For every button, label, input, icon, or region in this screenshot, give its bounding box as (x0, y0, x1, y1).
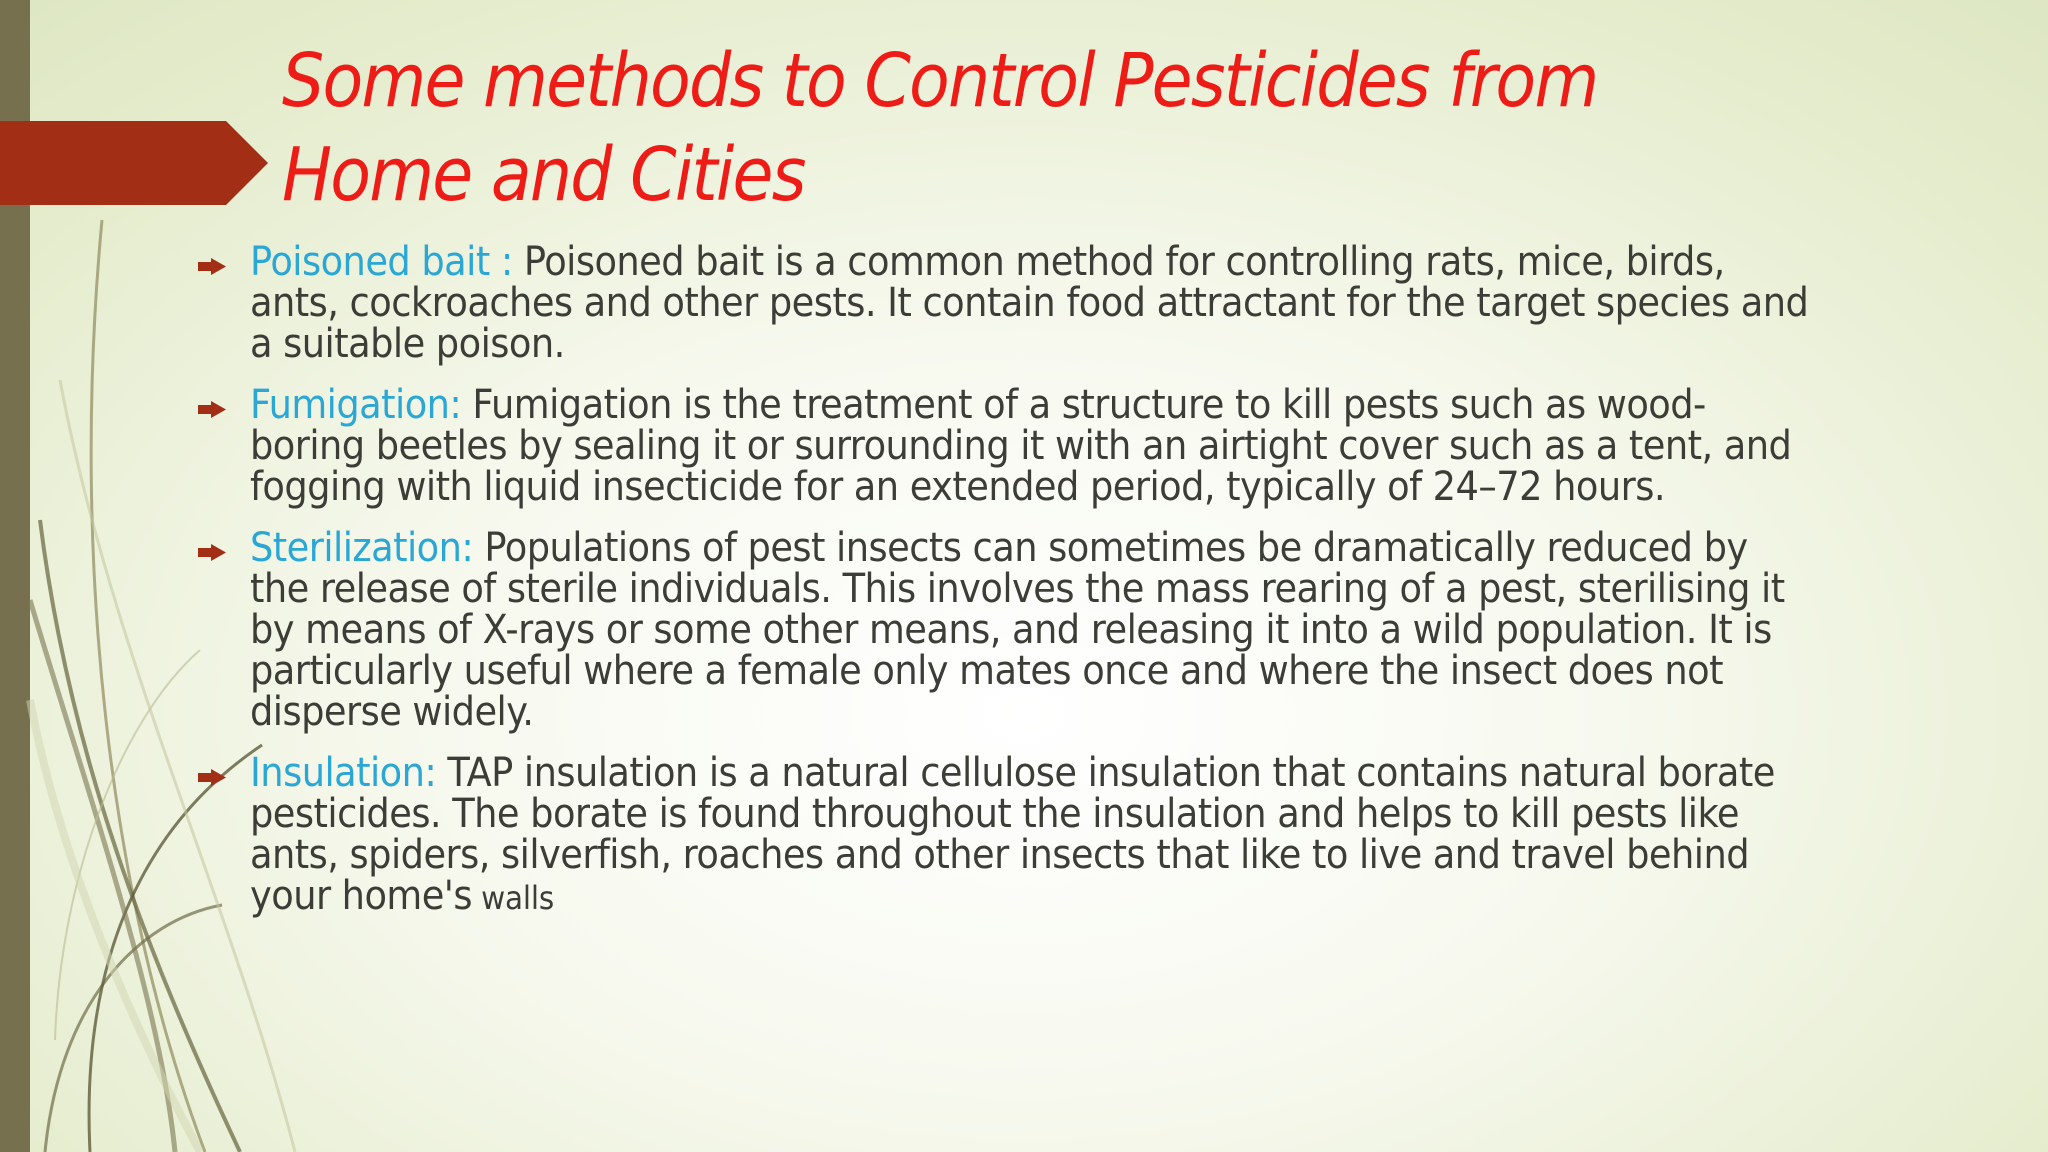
list-item-poisoned-bait (190, 239, 1950, 367)
list-item-text (250, 750, 1814, 919)
slide-title: Some methods to Control Pesticides from Home and Cities (282, 38, 1598, 218)
list-item-text (250, 525, 1814, 735)
description-tail: walls (471, 879, 555, 917)
term-label: Insulation: (250, 750, 437, 796)
list-item-text (250, 382, 1814, 510)
list-item-sterilization (190, 525, 1950, 735)
term-label: Fumigation: (250, 382, 462, 428)
list-item-text (250, 239, 1814, 367)
description: Poisoned bait is a common method for controlling rats, mice, birds, ants, cockroaches and other pests. It contain food attractant for the target species and a suitable poison. (250, 239, 1809, 367)
term-label: Poisoned bait : (250, 239, 513, 285)
bullet-list (190, 239, 1950, 939)
description: TAP insulation is a natural cellulose insulation that contains natural borate pesticides. The borate is found throughout the insulation and helps to kill pests like ants, spiders, silverfish, roaches and other insects that like to live and travel behind your home's (250, 750, 1775, 919)
arrow-bullet-icon (198, 544, 226, 561)
description: Fumigation is the treatment of a structure to kill pests such as wood-boring beetles by sealing it or surrounding it with an airtight cover such as a tent, and fogging with liquid insecticide for an extended period, typically of 24–72 hours. (250, 382, 1792, 510)
term-label: Sterilization: (250, 525, 474, 571)
arrow-bullet-icon (198, 401, 226, 418)
arrow-bullet-icon (198, 258, 226, 275)
description: Populations of pest insects can sometimes be dramatically reduced by the release of sterile individuals. This involves the mass rearing of a pest, sterilising it by means of X-rays or some other means, and releasing it into a wild population. It is particularly useful where a female only mates once and where the insect does not disperse widely. (250, 525, 1785, 735)
list-item-insulation (190, 750, 1950, 919)
arrow-bullet-icon (198, 769, 226, 786)
title-arrow-banner (0, 121, 268, 205)
list-item-fumigation (190, 382, 1950, 510)
